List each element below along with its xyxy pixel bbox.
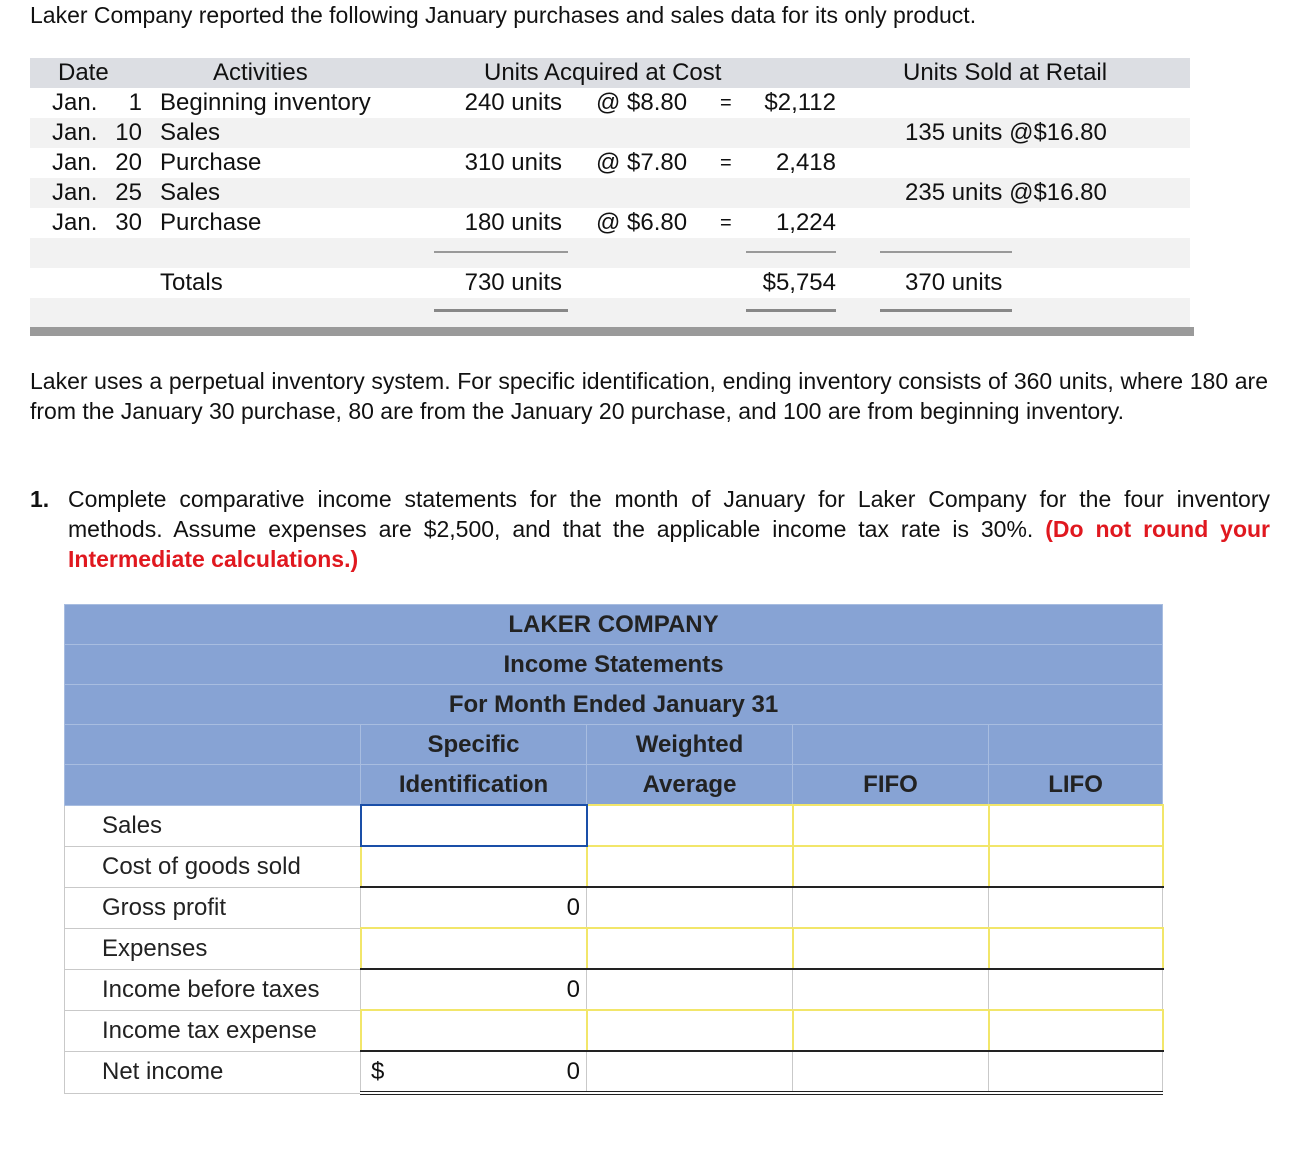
subtotal-rule [880, 251, 1012, 253]
tax-weighted-input[interactable] [587, 1010, 793, 1051]
totals-cost: $5,754 [762, 269, 836, 296]
income-before-taxes-specific: 0 [361, 969, 587, 1010]
header-acquired: Units Acquired at Cost [484, 59, 722, 86]
inventory-paragraph: Laker uses a perpetual inventory system. For specific identification, ending inventory consists of 360 units, where 180 are from the January 30 purchase, 80 are from the January 20 purchase, and 100 are from beginning inventory. [30, 368, 1268, 424]
totals-units: 730 units [464, 269, 562, 296]
gross-profit-lifo [989, 887, 1163, 928]
net-income-fifo [793, 1051, 989, 1093]
row-activity: Sales [160, 119, 221, 146]
col-lifo-line2: LIFO [989, 765, 1163, 806]
row-cost: 1,224 [775, 209, 836, 236]
income-statement-table [64, 604, 1164, 1095]
question-note: (Do not round your Intermediate calculations.) [68, 516, 1270, 572]
row-day: 20 [115, 149, 142, 176]
row-month: Jan. [52, 119, 98, 146]
row-unit-cost: @ $8.80 [596, 89, 688, 116]
sales-weighted-input[interactable] [587, 805, 793, 846]
row-unit-cost: @ $7.80 [596, 149, 688, 176]
sales-specific-input[interactable] [361, 805, 587, 846]
total-rule [880, 309, 1012, 312]
row-equals: = [720, 212, 732, 234]
blank-header [65, 725, 361, 765]
net-income-specific [361, 1051, 587, 1093]
col-lifo-line1 [989, 725, 1163, 765]
header-date: Date [58, 59, 109, 86]
row-band [30, 298, 1190, 328]
row-cost: $2,112 [764, 89, 836, 116]
cogs-lifo-input[interactable] [989, 846, 1163, 887]
row-day: 10 [115, 119, 142, 146]
row-month: Jan. [52, 89, 98, 116]
expenses-fifo-input[interactable] [793, 928, 989, 969]
row-activity: Purchase [160, 209, 262, 236]
row-equals: = [720, 92, 732, 114]
expenses-weighted-input[interactable] [587, 928, 793, 969]
question-1 [30, 484, 1270, 574]
row-units: 180 units [464, 209, 562, 236]
row-label-gross-profit: Gross profit [65, 887, 361, 928]
currency-symbol: $ [371, 1058, 385, 1085]
expenses-lifo-input[interactable] [989, 928, 1163, 969]
tax-specific-input[interactable] [361, 1010, 587, 1051]
row-band [30, 238, 1190, 268]
question-number: 1. [30, 486, 50, 512]
company-name: LAKER COMPANY [65, 605, 1163, 645]
row-label-expenses: Expenses [65, 928, 361, 969]
row-label-sales: Sales [65, 805, 361, 846]
total-rule [746, 309, 836, 312]
blank-header [65, 765, 361, 806]
row-units: 240 units [464, 89, 562, 116]
cogs-weighted-input[interactable] [587, 846, 793, 887]
row-month: Jan. [52, 179, 98, 206]
statement-title: Income Statements [65, 645, 1163, 685]
question-text: Complete comparative income statements for the month of January for Laker Company for the four inventory methods. Assume expenses are $2,500, and that the applicable income tax rate is 30%. [68, 486, 1270, 542]
row-equals: = [720, 152, 732, 174]
row-label-net-income: Net income [65, 1051, 361, 1093]
tax-lifo-input[interactable] [989, 1010, 1163, 1051]
subtotal-rule [434, 251, 568, 253]
sales-fifo-input[interactable] [793, 805, 989, 846]
table-bottom-bar [30, 327, 1194, 336]
net-income-specific-value: 0 [566, 1057, 580, 1085]
income-before-taxes-lifo [989, 969, 1163, 1010]
gross-profit-fifo [793, 887, 989, 928]
gross-profit-weighted [587, 887, 793, 928]
header-sold: Units Sold at Retail [903, 59, 1108, 86]
cogs-fifo-input[interactable] [793, 846, 989, 887]
col-weighted-line1: Weighted [587, 725, 793, 765]
header-activities: Activities [213, 59, 308, 86]
income-before-taxes-fifo [793, 969, 989, 1010]
totals-sold: 370 units [905, 269, 1003, 296]
row-day: 1 [128, 89, 142, 116]
col-specific-line2: Identification [361, 765, 587, 806]
row-cost: 2,418 [775, 149, 836, 176]
sales-lifo-input[interactable] [989, 805, 1163, 846]
cogs-specific-input[interactable] [361, 846, 587, 887]
col-fifo-line2: FIFO [793, 765, 989, 806]
tax-fifo-input[interactable] [793, 1010, 989, 1051]
row-month: Jan. [52, 149, 98, 176]
intro-text: Laker Company reported the following January purchases and sales data for its only product. [30, 2, 977, 28]
col-weighted-line2: Average [587, 765, 793, 806]
row-units: 310 units [464, 149, 562, 176]
row-label-income-tax: Income tax expense [65, 1010, 361, 1051]
row-day: 25 [115, 179, 142, 206]
row-sold: 135 units @$16.80 [905, 119, 1107, 146]
statement-period: For Month Ended January 31 [65, 685, 1163, 725]
row-label-cogs: Cost of goods sold [65, 846, 361, 887]
net-income-lifo [989, 1051, 1163, 1093]
expenses-specific-input[interactable] [361, 928, 587, 969]
net-income-weighted [587, 1051, 793, 1093]
row-day: 30 [115, 209, 142, 236]
row-month: Jan. [52, 209, 98, 236]
income-before-taxes-weighted [587, 969, 793, 1010]
total-rule [434, 309, 568, 312]
row-activity: Purchase [160, 149, 262, 176]
row-label-income-before-taxes: Income before taxes [65, 969, 361, 1010]
row-activity: Beginning inventory [160, 89, 371, 116]
totals-label: Totals [160, 269, 223, 296]
row-unit-cost: @ $6.80 [596, 209, 688, 236]
row-activity: Sales [160, 179, 221, 206]
col-specific-line1: Specific [361, 725, 587, 765]
gross-profit-specific: 0 [361, 887, 587, 928]
col-fifo-line1 [793, 725, 989, 765]
row-sold: 235 units @$16.80 [905, 179, 1107, 206]
subtotal-rule [746, 251, 836, 253]
